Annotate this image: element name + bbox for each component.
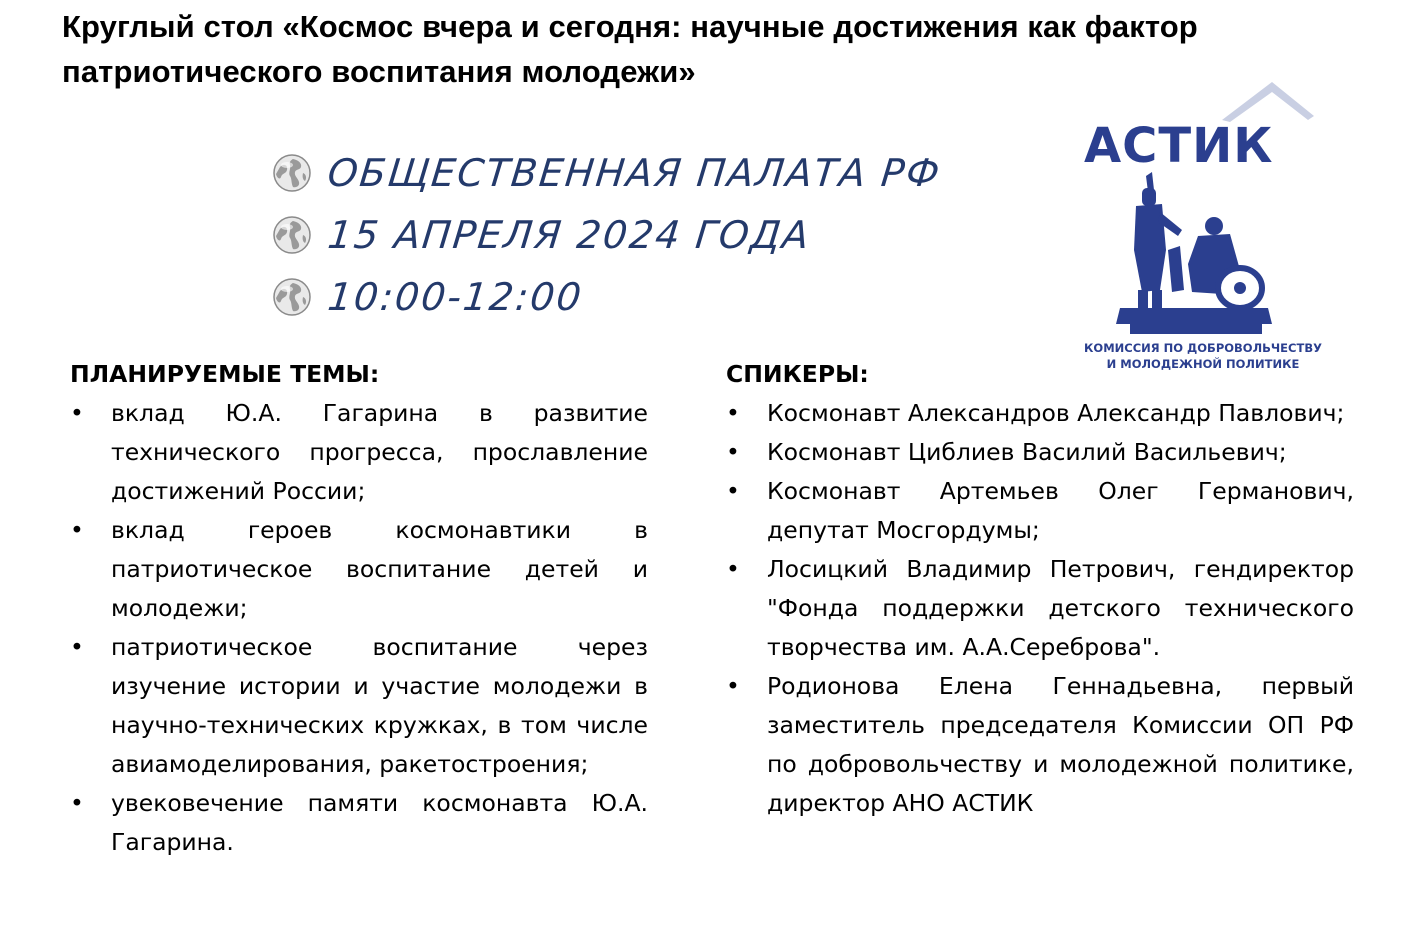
list-item: • вклад героев космонавтики в патриотическое воспитание детей и молодежи; [70, 511, 648, 628]
event-info [272, 142, 1032, 328]
page-title: Круглый стол «Космос вчера и сегодня: научные достижения как фактор патриотического воспитания молодежи» [62, 9, 1198, 89]
list-item: • увековечение памяти космонавта Ю.А. Гагарина. [70, 784, 648, 862]
astik-logo [1072, 80, 1334, 380]
time-row [272, 266, 1032, 328]
logo-caption-line2: И МОЛОДЕЖНОЙ ПОЛИТИКЕ [1106, 357, 1300, 371]
list-item: • Космонавт Циблиев Василий Васильевич; [726, 433, 1354, 472]
speakers-heading: СПИКЕРЫ: [726, 360, 869, 388]
list-item: • патриотическое воспитание через изучение истории и участие молодежи в научно-технических кружках, в том числе авиамоделирования, ракетостроения; [70, 628, 648, 784]
topics-list [70, 394, 648, 862]
speakers-list [726, 394, 1354, 823]
time-text: 10:00-12:00 [325, 275, 586, 319]
list-item: • Лосицкий Владимир Петрович, гендиректор "Фонда поддержки детского технического творчества им. А.А.Сереброва". [726, 550, 1354, 667]
globe-icon [272, 215, 312, 255]
speakers-section [726, 355, 1354, 823]
monument-icon [1116, 172, 1272, 334]
globe-icon [272, 153, 312, 193]
topics-section [70, 355, 648, 862]
logo-brand-text: АСТИК [1084, 118, 1274, 174]
list-item: • Космонавт Александров Александр Павлович; [726, 394, 1354, 433]
list-item: • Космонавт Артемьев Олег Германович, депутат Мосгордумы; [726, 472, 1354, 550]
list-item: • Родионова Елена Геннадьевна, первый заместитель председателя Комиссии ОП РФ по добровольчеству и молодежной политике, директор АНО АСТИК [726, 667, 1354, 823]
date-row [272, 204, 1032, 266]
date-text: 15 АПРЕЛЯ 2024 ГОДА [325, 213, 813, 257]
logo-caption-line1: КОМИССИЯ ПО ДОБРОВОЛЬЧЕСТВУ [1084, 341, 1322, 355]
venue-text: ОБЩЕСТВЕННАЯ ПАЛАТА РФ [325, 151, 944, 195]
list-item: • вклад Ю.А. Гагарина в развитие технического прогресса, прославление достижений России; [70, 394, 648, 511]
globe-icon [272, 277, 312, 317]
topics-heading: ПЛАНИРУЕМЫЕ ТЕМЫ: [70, 360, 380, 388]
venue-row [272, 142, 1032, 204]
